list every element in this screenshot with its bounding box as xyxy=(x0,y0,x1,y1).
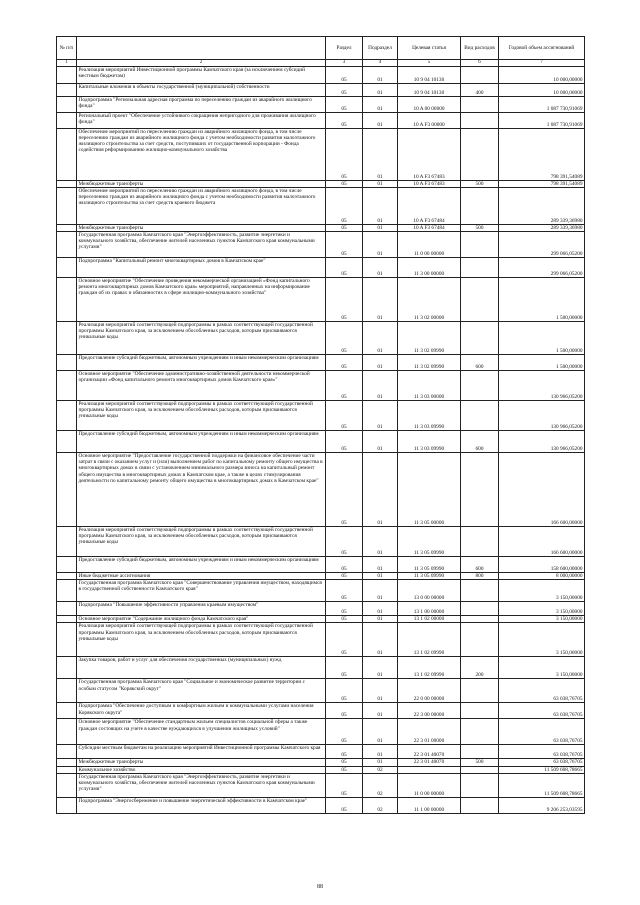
annual-amount-cell: 8 000,00000 xyxy=(499,573,585,580)
expense-type-cell xyxy=(461,679,499,703)
section-cell: 05 xyxy=(326,527,363,557)
table-row xyxy=(57,657,585,679)
expense-type-cell xyxy=(461,453,499,527)
target-article-cell: 22 3 00 00000 xyxy=(398,703,461,719)
annual-amount-cell: 10 000,00000 xyxy=(499,84,585,97)
annual-amount-cell: 3 150,00000 xyxy=(499,616,585,623)
table-row xyxy=(57,129,585,181)
row-name-cell: Предоставление субсидий бюджетным, автономным учреждениям и иным некоммерческим организациям xyxy=(77,557,326,573)
subsection-cell: 01 xyxy=(363,258,398,278)
target-article-cell: 13 1 02 09990 xyxy=(398,623,461,657)
table-row xyxy=(57,797,585,813)
row-name-cell: Реализация мероприятий соответствующей подпрограммы в рамках соответствующей государственной программы Камчатского края, за исключением обособленных расходов, которым присваиваются уникальные коды xyxy=(77,401,326,431)
section-cell: 05 xyxy=(326,97,363,113)
row-number-cell xyxy=(57,745,77,759)
annual-amount-cell: 11 509 608,78665 xyxy=(499,773,585,797)
col-number: 6 xyxy=(461,60,499,67)
annual-amount-cell: 1 087 730,91069 xyxy=(499,113,585,129)
expense-type-cell xyxy=(461,527,499,557)
row-name-cell: Подпрограмма "Энергосбережение и повышение энергетической эффективности в Камчатском крае" xyxy=(77,797,326,813)
section-cell: 05 xyxy=(326,84,363,97)
row-number-cell xyxy=(57,129,77,181)
row-number-cell xyxy=(57,623,77,657)
header-row xyxy=(57,37,585,60)
row-number-cell xyxy=(57,113,77,129)
table-row xyxy=(57,766,585,773)
table-row xyxy=(57,181,585,188)
subsection-cell: 01 xyxy=(363,371,398,401)
table-row xyxy=(57,258,585,278)
subsection-cell: 01 xyxy=(363,84,398,97)
table-row xyxy=(57,355,585,371)
subsection-cell: 01 xyxy=(363,97,398,113)
row-number-cell xyxy=(57,97,77,113)
section-cell: 05 xyxy=(326,679,363,703)
annual-amount-cell: 158 600,00000 xyxy=(499,557,585,573)
subsection-cell: 01 xyxy=(363,225,398,232)
row-number-cell xyxy=(57,766,77,773)
section-cell: 05 xyxy=(326,602,363,616)
expense-type-cell: 500 xyxy=(461,181,499,188)
row-name-cell: Иные бюджетные ассигнования xyxy=(77,573,326,580)
expense-type-cell xyxy=(461,67,499,84)
subsection-cell: 01 xyxy=(363,719,398,745)
page-number: 88 xyxy=(317,884,323,890)
annual-amount-cell: 63 038,76705 xyxy=(499,719,585,745)
target-article-cell: 11 0 00 00000 xyxy=(398,232,461,258)
row-number-cell xyxy=(57,453,77,527)
section-cell: 05 xyxy=(326,355,363,371)
row-number-cell xyxy=(57,679,77,703)
row-number-cell xyxy=(57,557,77,573)
subsection-cell: 02 xyxy=(363,766,398,773)
col-header-target-article: Целевая статья xyxy=(398,37,461,60)
section-cell: 05 xyxy=(326,401,363,431)
annual-amount-cell: 63 038,76705 xyxy=(499,679,585,703)
subsection-cell: 01 xyxy=(363,181,398,188)
annual-amount-cell: 130 966,05200 xyxy=(499,431,585,453)
section-cell: 05 xyxy=(326,657,363,679)
table-row xyxy=(57,278,585,322)
annual-amount-cell: 289 339,36980 xyxy=(499,188,585,225)
table-row xyxy=(57,703,585,719)
annual-amount-cell: 10 000,00000 xyxy=(499,67,585,84)
row-number-cell xyxy=(57,773,77,797)
section-cell: 05 xyxy=(326,573,363,580)
annual-amount-cell: 166 600,00000 xyxy=(499,527,585,557)
annual-amount-cell: 1 500,00000 xyxy=(499,322,585,355)
col-header-annual-amount: Годовой объем ассигнований xyxy=(499,37,585,60)
expense-type-cell xyxy=(461,371,499,401)
row-name-cell: Предоставление субсидий бюджетным, автономным учреждениям и иным некоммерческим организациям xyxy=(77,355,326,371)
row-number-cell xyxy=(57,527,77,557)
target-article-cell: 13 1 00 00000 xyxy=(398,602,461,616)
section-cell: 05 xyxy=(326,322,363,355)
annual-amount-cell: 1 500,00000 xyxy=(499,278,585,322)
row-number-cell xyxy=(57,401,77,431)
row-number-cell xyxy=(57,431,77,453)
row-number-cell xyxy=(57,616,77,623)
row-name-cell: Государственная программа Камчатского края "Социальное и экономическое развитие территории с особым статусом "Корякский округ" xyxy=(77,679,326,703)
target-article-cell: 11 3 05 09990 xyxy=(398,573,461,580)
row-name-cell: Капитальные вложения в объекты государственной (муниципальной) собственности xyxy=(77,84,326,97)
target-article-cell: 22 3 01 40070 xyxy=(398,745,461,759)
target-article-cell: 11 3 05 09990 xyxy=(398,527,461,557)
annual-amount-cell: 130 966,05200 xyxy=(499,371,585,401)
row-number-cell xyxy=(57,719,77,745)
subsection-cell: 01 xyxy=(363,355,398,371)
table-row xyxy=(57,573,585,580)
budget-table-page xyxy=(56,36,584,814)
row-name-cell: Обеспечение мероприятий по переселению граждан из аварийного жилищного фонда, в том числе переселению граждан из аварийного жилищного фонда с учетом необходимости развития малоэтажного жилищного строительства за счет средств, поступивших от государственной корпорации - Фонда содействия реформированию жилищно-коммунального хозяйства xyxy=(77,129,326,181)
target-article-cell: 22 3 01 00000 xyxy=(398,719,461,745)
expense-type-cell xyxy=(461,401,499,431)
col-header-name xyxy=(77,37,326,60)
annual-amount-cell: 1 500,00000 xyxy=(499,355,585,371)
table-row xyxy=(57,527,585,557)
row-name-cell: Коммунальное хозяйство xyxy=(77,766,326,773)
table-row xyxy=(57,431,585,453)
row-number-cell xyxy=(57,258,77,278)
table-row xyxy=(57,745,585,759)
row-name-cell: Подпрограмма "Капитальный ремонт многоквартирных домов в Камчатском крае" xyxy=(77,258,326,278)
section-cell: 05 xyxy=(326,745,363,759)
subsection-cell: 01 xyxy=(363,129,398,181)
subsection-cell: 01 xyxy=(363,657,398,679)
row-number-cell xyxy=(57,573,77,580)
expense-type-cell xyxy=(461,580,499,602)
table-row xyxy=(57,188,585,225)
subsection-cell: 02 xyxy=(363,797,398,813)
subsection-cell: 01 xyxy=(363,580,398,602)
table-row xyxy=(57,623,585,657)
row-number-cell xyxy=(57,322,77,355)
target-article-cell: 10 A F3 67483 xyxy=(398,129,461,181)
table-row xyxy=(57,679,585,703)
subsection-cell: 01 xyxy=(363,759,398,766)
section-cell: 05 xyxy=(326,371,363,401)
target-article-cell: 11 3 02 09990 xyxy=(398,355,461,371)
expense-type-cell: 500 xyxy=(461,225,499,232)
subsection-cell: 01 xyxy=(363,679,398,703)
row-number-cell xyxy=(57,602,77,616)
table-row xyxy=(57,232,585,258)
section-cell: 05 xyxy=(326,431,363,453)
expense-type-cell: 400 xyxy=(461,84,499,97)
expense-type-cell xyxy=(461,773,499,797)
target-article-cell: 13 0 00 00000 xyxy=(398,580,461,602)
annual-amount-cell: 11 509 608,78665 xyxy=(499,766,585,773)
annual-amount-cell: 3 150,00000 xyxy=(499,580,585,602)
subsection-cell: 01 xyxy=(363,602,398,616)
col-header-expense-type: Вид расходов xyxy=(461,37,499,60)
subsection-cell: 01 xyxy=(363,322,398,355)
row-number-cell xyxy=(57,232,77,258)
budget-table xyxy=(56,36,585,814)
expense-type-cell xyxy=(461,602,499,616)
annual-amount-cell: 3 150,00000 xyxy=(499,602,585,616)
section-cell: 05 xyxy=(326,188,363,225)
col-header-num: № п/п xyxy=(57,37,77,60)
row-name-cell: Межбюджетные трансферты xyxy=(77,181,326,188)
row-number-cell xyxy=(57,371,77,401)
target-article-cell: 10 A F3 67484 xyxy=(398,225,461,232)
expense-type-cell: 500 xyxy=(461,759,499,766)
row-name-cell: Субсидии местным бюджетам на реализацию мероприятий Инвестиционной программы Камчатского края xyxy=(77,745,326,759)
col-number: 2 xyxy=(77,60,326,67)
target-article-cell: 11 3 03 00000 xyxy=(398,371,461,401)
expense-type-cell: 800 xyxy=(461,573,499,580)
row-number-cell xyxy=(57,278,77,322)
expense-type-cell xyxy=(461,278,499,322)
annual-amount-cell: 63 038,76705 xyxy=(499,703,585,719)
row-name-cell: Основное мероприятие "Содержание жилищного фонда Камчатского края" xyxy=(77,616,326,623)
annual-amount-cell: 289 339,36980 xyxy=(499,225,585,232)
column-number-row xyxy=(57,60,585,67)
section-cell: 05 xyxy=(326,623,363,657)
target-article-cell: 13 1 02 09990 xyxy=(398,657,461,679)
target-article-cell: 10 9 04 10130 xyxy=(398,84,461,97)
expense-type-cell xyxy=(461,258,499,278)
row-number-cell xyxy=(57,67,77,84)
target-article-cell: 10 A 00 00000 xyxy=(398,97,461,113)
col-header-section: Раздел xyxy=(326,37,363,60)
expense-type-cell xyxy=(461,797,499,813)
target-article-cell: 11 3 00 00000 xyxy=(398,258,461,278)
annual-amount-cell: 3 150,00000 xyxy=(499,657,585,679)
row-name-cell: Реализация мероприятий соответствующей подпрограммы в рамках соответствующей государственной программы Камчатского края, за исключением обособленных расходов, которым присваиваются уникальные коды xyxy=(77,527,326,557)
subsection-cell: 01 xyxy=(363,703,398,719)
subsection-cell: 01 xyxy=(363,113,398,129)
target-article-cell: 10 9 04 10130 xyxy=(398,67,461,84)
row-number-cell xyxy=(57,225,77,232)
row-number-cell xyxy=(57,797,77,813)
expense-type-cell: 200 xyxy=(461,657,499,679)
target-article-cell: 13 1 02 00000 xyxy=(398,616,461,623)
row-name-cell: Государственная программа Камчатского края "Совершенствование управления имуществом, находящимся в государственной собственности Камчатского края" xyxy=(77,580,326,602)
row-number-cell xyxy=(57,703,77,719)
col-number: 4 xyxy=(363,60,398,67)
table-row xyxy=(57,580,585,602)
col-header-subsection: Подраздел xyxy=(363,37,398,60)
table-row xyxy=(57,371,585,401)
row-number-cell xyxy=(57,580,77,602)
annual-amount-cell: 299 066,05200 xyxy=(499,232,585,258)
col-number: 3 xyxy=(326,60,363,67)
row-name-cell: Межбюджетные трансферты xyxy=(77,225,326,232)
target-article-cell: 22 3 01 40070 xyxy=(398,759,461,766)
row-name-cell: Региональный проект "Обеспечение устойчивого сокращения непригодного для проживания жилищного фонда" xyxy=(77,113,326,129)
annual-amount-cell: 3 150,00000 xyxy=(499,623,585,657)
table-row xyxy=(57,97,585,113)
table-row xyxy=(57,557,585,573)
target-article-cell: 11 3 03 09990 xyxy=(398,431,461,453)
expense-type-cell xyxy=(461,113,499,129)
expense-type-cell xyxy=(461,188,499,225)
table-row xyxy=(57,67,585,84)
target-article-cell: 11 3 03 09990 xyxy=(398,401,461,431)
expense-type-cell xyxy=(461,616,499,623)
annual-amount-cell: 299 066,05200 xyxy=(499,258,585,278)
row-name-cell: Основное мероприятие "Обеспечение проведения некоммерческой организацией «Фонд капитального ремонта многоквартирных домов Камчатского края» мероприятий, направленных на информирование граждан об их правах и обязанностях в сфере жилищно-коммунального хозяйства" xyxy=(77,278,326,322)
table-row xyxy=(57,602,585,616)
table-row xyxy=(57,225,585,232)
section-cell: 05 xyxy=(326,258,363,278)
row-name-cell: Реализация мероприятий соответствующей подпрограммы в рамках соответствующей государственной программы Камчатского края, за исключением обособленных расходов, которым присваиваются уникальные коды xyxy=(77,623,326,657)
section-cell: 05 xyxy=(326,67,363,84)
subsection-cell: 01 xyxy=(363,232,398,258)
table-row xyxy=(57,322,585,355)
subsection-cell: 01 xyxy=(363,623,398,657)
expense-type-cell: 600 xyxy=(461,557,499,573)
subsection-cell: 01 xyxy=(363,67,398,84)
section-cell: 05 xyxy=(326,453,363,527)
expense-type-cell: 600 xyxy=(461,431,499,453)
target-article-cell: 22 0 00 00000 xyxy=(398,679,461,703)
target-article-cell: 11 3 02 00000 xyxy=(398,278,461,322)
subsection-cell: 01 xyxy=(363,431,398,453)
subsection-cell: 02 xyxy=(363,773,398,797)
table-row xyxy=(57,113,585,129)
expense-type-cell xyxy=(461,719,499,745)
row-number-cell xyxy=(57,759,77,766)
expense-type-cell: 600 xyxy=(461,355,499,371)
subsection-cell: 01 xyxy=(363,188,398,225)
subsection-cell: 01 xyxy=(363,278,398,322)
row-name-cell: Реализация мероприятий соответствующей подпрограммы в рамках соответствующей государственной программы Камчатского края, за исключением обособленных расходов, которым присваиваются уникальные коды xyxy=(77,322,326,355)
row-name-cell: Основное мероприятие "Обеспечение стандартным жильем специалистов социальной сферы а также граждан состоящих на учете в качестве нуждающихся в улучшении жилищных условий" xyxy=(77,719,326,745)
annual-amount-cell: 1 087 730,91069 xyxy=(499,97,585,113)
target-article-cell: 11 3 05 09990 xyxy=(398,557,461,573)
row-number-cell xyxy=(57,188,77,225)
target-article-cell: 10 A F3 00000 xyxy=(398,113,461,129)
row-name-cell: Подпрограмма "Повышение эффективности управления краевым имуществом" xyxy=(77,602,326,616)
subsection-cell: 01 xyxy=(363,745,398,759)
table-row xyxy=(57,719,585,745)
row-number-cell xyxy=(57,181,77,188)
row-name-cell: Основное мероприятие "Обеспечение административно-хозяйственной деятельности некоммерческой организации «Фонд капитального ремонта многоквартирных домов Камчатского края»" xyxy=(77,371,326,401)
expense-type-cell xyxy=(461,129,499,181)
target-article-cell: 11 1 00 00000 xyxy=(398,797,461,813)
col-number: 7 xyxy=(499,60,585,67)
row-number-cell xyxy=(57,355,77,371)
section-cell: 05 xyxy=(326,113,363,129)
subsection-cell: 01 xyxy=(363,573,398,580)
table-row xyxy=(57,759,585,766)
subsection-cell: 01 xyxy=(363,401,398,431)
expense-type-cell xyxy=(461,766,499,773)
table-row xyxy=(57,453,585,527)
target-article-cell xyxy=(398,766,461,773)
section-cell: 05 xyxy=(326,703,363,719)
expense-type-cell xyxy=(461,97,499,113)
table-body xyxy=(57,67,585,814)
section-cell: 05 xyxy=(326,797,363,813)
subsection-cell: 01 xyxy=(363,453,398,527)
section-cell: 05 xyxy=(326,766,363,773)
row-number-cell xyxy=(57,657,77,679)
expense-type-cell xyxy=(461,623,499,657)
row-name-cell: Государственная программа Камчатского края "Энергоэффективность, развитие энергетики и коммунального хозяйства, обеспечение жителей населенных пунктов Камчатского края коммунальными услугами" xyxy=(77,232,326,258)
row-name-cell: Закупка товаров, работ и услуг для обеспечения государственных (муниципальных) нужд xyxy=(77,657,326,679)
row-name-cell: Подпрограмма "Региональная адресная программа по переселению граждан из аварийного жилищного фонда" xyxy=(77,97,326,113)
table-row xyxy=(57,401,585,431)
subsection-cell: 01 xyxy=(363,527,398,557)
col-number: 5 xyxy=(398,60,461,67)
section-cell: 05 xyxy=(326,773,363,797)
annual-amount-cell: 798 391,54089 xyxy=(499,181,585,188)
row-name-cell: Межбюджетные трансферты xyxy=(77,759,326,766)
row-name-cell: Государственная программа Камчатского края "Энергоэффективность, развитие энергетики и коммунального хозяйства, обеспечение жителей населенных пунктов Камчатского края коммунальными услугами" xyxy=(77,773,326,797)
row-name-cell: Основное мероприятие "Предоставление государственной поддержки на финансовое обеспечение части затрат в связи с оказанием услуг и (или) выполнением работ по капитальному ремонту общего имущества в многоквартирных домах в связи с установлением минимального размера взноса на капитальный ремонт общего имущества в многоквартирных домах в Камчатском крае, а также в целях стимулирования деятельности по капитальному ремонту общего имущества в многоквартирных домах в Камчатском крае" xyxy=(77,453,326,527)
target-article-cell: 10 A F3 67484 xyxy=(398,188,461,225)
annual-amount-cell: 166 600,00000 xyxy=(499,453,585,527)
expense-type-cell xyxy=(461,322,499,355)
expense-type-cell xyxy=(461,745,499,759)
subsection-cell: 01 xyxy=(363,616,398,623)
col-number: 1 xyxy=(57,60,77,67)
target-article-cell: 11 3 05 00000 xyxy=(398,453,461,527)
annual-amount-cell: 798 391,54089 xyxy=(499,129,585,181)
row-number-cell xyxy=(57,84,77,97)
expense-type-cell xyxy=(461,232,499,258)
annual-amount-cell: 130 966,05200 xyxy=(499,401,585,431)
section-cell: 05 xyxy=(326,278,363,322)
annual-amount-cell: 63 038,76705 xyxy=(499,745,585,759)
expense-type-cell xyxy=(461,703,499,719)
row-name-cell: Предоставление субсидий бюджетным, автономным учреждениям и иным некоммерческим организациям xyxy=(77,431,326,453)
row-name-cell: Подпрограмма "Обеспечение доступным и комфортным жильем и коммунальными услугами населения Корякского округа" xyxy=(77,703,326,719)
section-cell: 05 xyxy=(326,181,363,188)
table-row xyxy=(57,84,585,97)
section-cell: 05 xyxy=(326,557,363,573)
annual-amount-cell: 63 038,76705 xyxy=(499,759,585,766)
section-cell: 05 xyxy=(326,580,363,602)
table-row xyxy=(57,773,585,797)
subsection-cell: 01 xyxy=(363,557,398,573)
section-cell: 05 xyxy=(326,759,363,766)
section-cell: 05 xyxy=(326,616,363,623)
table-row xyxy=(57,616,585,623)
section-cell: 05 xyxy=(326,129,363,181)
section-cell: 05 xyxy=(326,232,363,258)
target-article-cell: 11 3 02 09990 xyxy=(398,322,461,355)
row-name-cell: Реализация мероприятий Инвестиционной программы Камчатского края (за исключением субсидий местным бюджетам) xyxy=(77,67,326,84)
row-name-cell: Обеспечение мероприятий по переселению граждан из аварийного жилищного фонда, в том числе переселению граждан из аварийного жилищного фонда с учетом необходимости развития малоэтажного жилищного строительства за счет средств краевого бюджета xyxy=(77,188,326,225)
section-cell: 05 xyxy=(326,225,363,232)
target-article-cell: 11 0 00 00000 xyxy=(398,773,461,797)
annual-amount-cell: 9 206 253,03595 xyxy=(499,797,585,813)
target-article-cell: 10 A F3 67483 xyxy=(398,181,461,188)
section-cell: 05 xyxy=(326,719,363,745)
